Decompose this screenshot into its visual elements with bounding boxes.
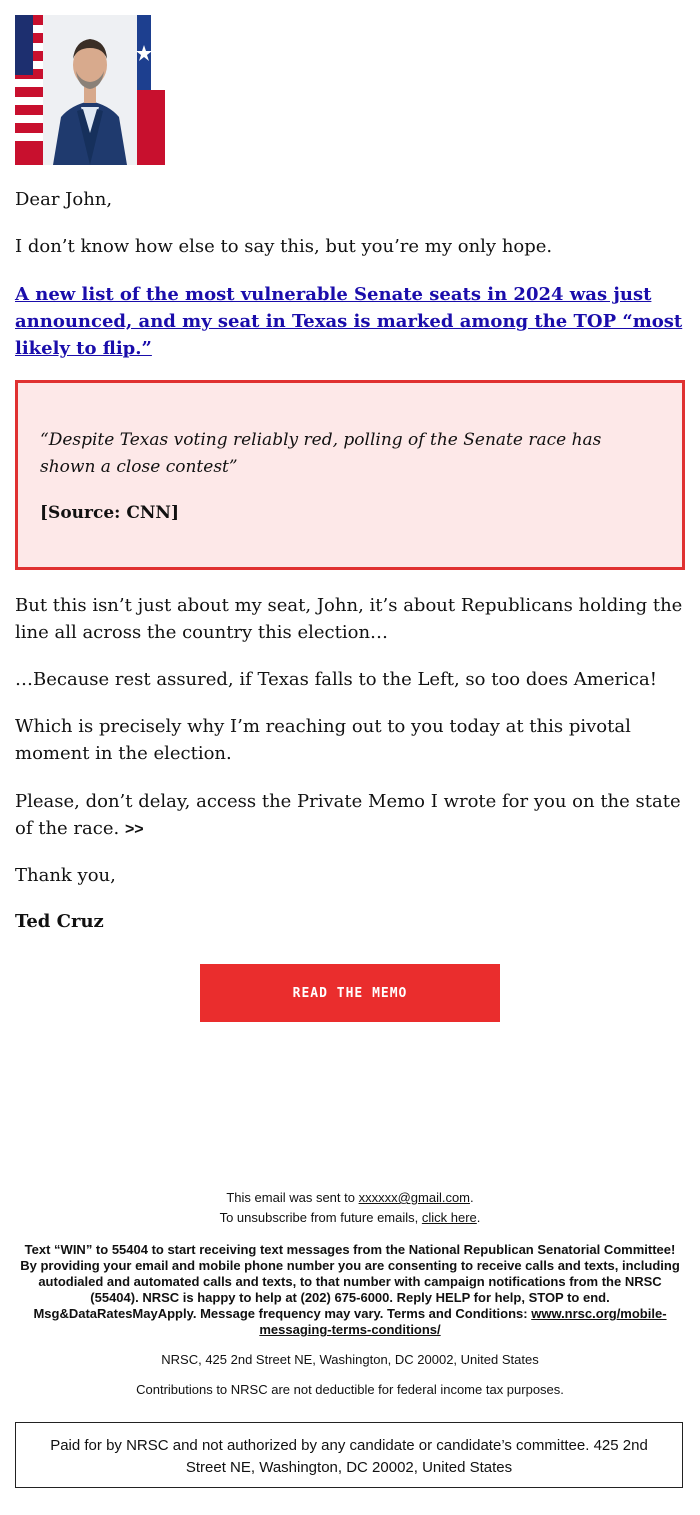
headline-link[interactable]: A new list of the most vulnerable Senate seats in 2024 was just announced, and my seat in Texas is marked among the TOP “most likely to flip.” (15, 284, 683, 359)
quote-source: [Source: CNN] (40, 503, 179, 523)
body-paragraph-5-text: Please, don’t delay, access the Private Memo I wrote for you on the state of the race. (15, 791, 681, 839)
unsubscribe-line (15, 1210, 685, 1226)
mailing-address: NRSC, 425 2nd Street NE, Washington, DC 20002, United States (161, 1352, 539, 1367)
paid-for-text: Paid for by NRSC and not authorized by any candidate or candidate’s committee. 425 2nd Street NE, Washington, DC 20002, United States (50, 1437, 648, 1476)
unsubscribe-link[interactable]: click here (421, 1210, 477, 1225)
body-paragraph-4: Which is precisely why I’m reaching out to you today at this pivotal moment in the election. (15, 716, 631, 764)
opening-paragraph: I don’t know how else to say this, but you’re my only hope. (15, 236, 553, 257)
read-memo-button[interactable]: READ THE MEMO (200, 964, 500, 1022)
quote-box (15, 380, 685, 570)
body-paragraph-5 (15, 788, 683, 843)
quote-text: “Despite Texas voting reliably red, polling of the Senate race has shown a close contest” (40, 430, 602, 477)
closing: Thank you, (15, 865, 116, 886)
unsubscribe-suffix: . (476, 1210, 481, 1225)
greeting: Dear John, (15, 189, 113, 210)
sent-to-line (15, 1190, 685, 1206)
body-paragraph-2: But this isn’t just about my seat, John, it’s about Republicans holding the line all across the country this election… (15, 595, 683, 643)
sms-disclaimer (15, 1242, 685, 1338)
paid-for-box (15, 1422, 683, 1488)
recipient-email-link[interactable]: xxxxxx@gmail.com (358, 1190, 471, 1205)
sender-photo (15, 15, 165, 165)
headline-paragraph (15, 281, 683, 362)
unsubscribe-prefix: To unsubscribe from future emails, (219, 1210, 422, 1225)
sent-to-suffix: . (470, 1190, 474, 1205)
signature: Ted Cruz (15, 911, 104, 932)
sender-portrait-image (15, 15, 165, 165)
body-paragraph-3: …Because rest assured, if Texas falls to the Left, so too does America! (15, 669, 657, 690)
tax-note: Contributions to NRSC are not deductible for federal income tax purposes. (136, 1382, 564, 1397)
terms-link[interactable]: www.nrsc.org/mobile-messaging-terms-conditions/ (259, 1306, 667, 1337)
sms-disclaimer-text: Text “WIN” to 55404 to start receiving text messages from the National Republican Senatorial Committee! By providing your email and mobile phone number you are consenting to receive calls and texts, including autodialed and automated calls and texts, to that number with campaign notifications from the NRSC (55404). NRSC is happy to help at (202) 675-6000. Reply HELP for help, STOP to end. Msg&DataRatesMayApply. Message frequency may vary. Terms and Conditions: (20, 1242, 680, 1321)
memo-arrow-link[interactable]: >> (124, 821, 144, 838)
sent-to-prefix: This email was sent to (226, 1190, 359, 1205)
